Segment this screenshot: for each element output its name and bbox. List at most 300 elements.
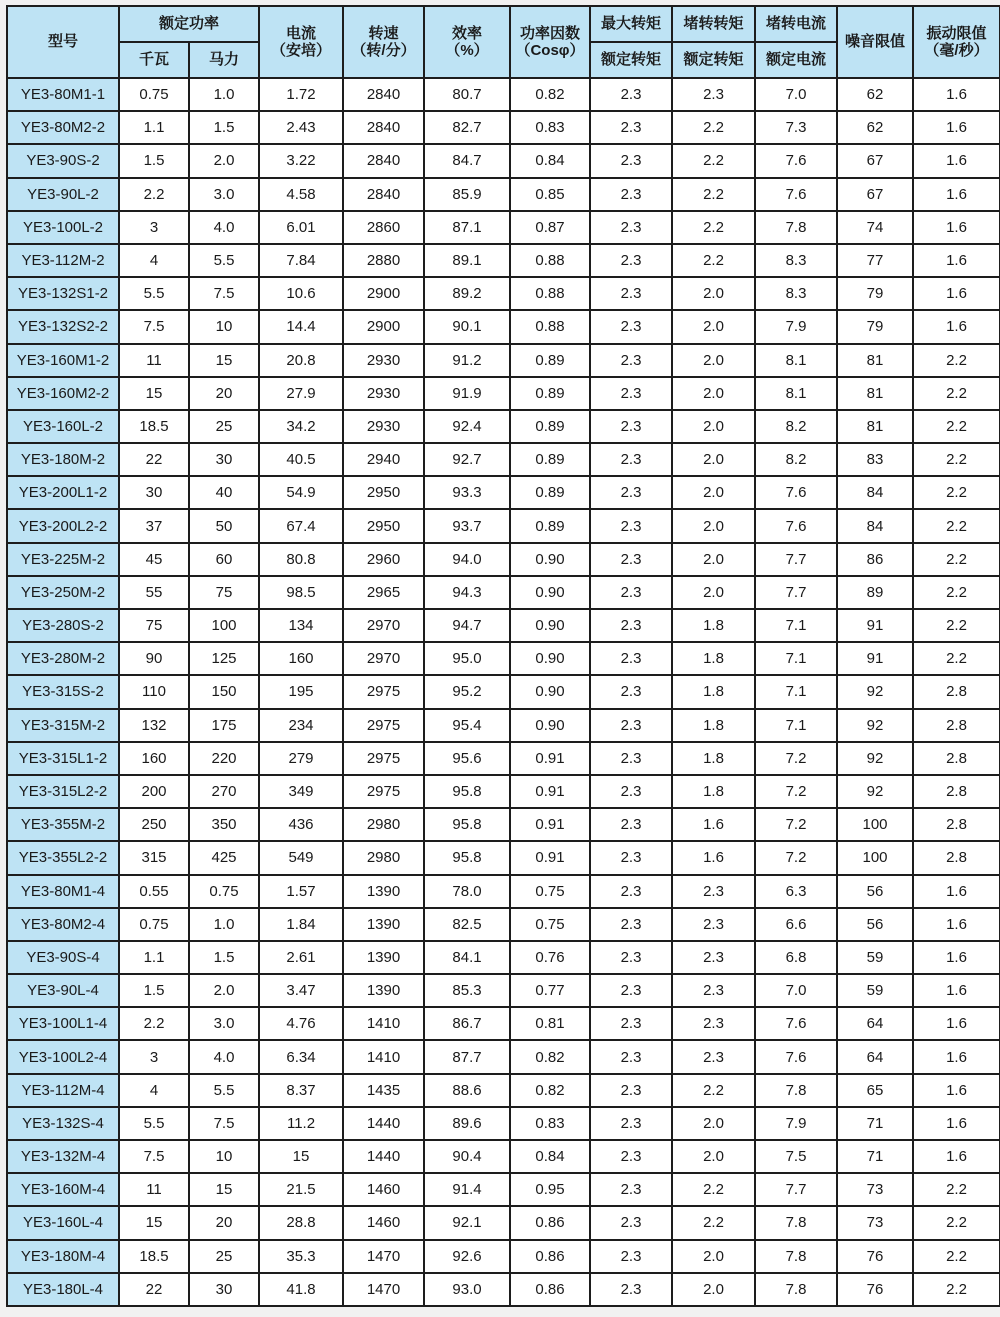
speed-cell: 1440 xyxy=(343,1107,424,1140)
hp-cell: 125 xyxy=(189,642,259,675)
max-torque-cell: 2.3 xyxy=(590,377,672,410)
noise-cell: 59 xyxy=(837,941,913,974)
current-cell: 4.58 xyxy=(259,178,343,211)
noise-cell: 92 xyxy=(837,742,913,775)
noise-cell: 83 xyxy=(837,443,913,476)
header-max-torque-numerator: 最大转矩 xyxy=(590,6,672,42)
kw-cell: 30 xyxy=(119,476,189,509)
kw-cell: 22 xyxy=(119,1273,189,1306)
table-row xyxy=(7,543,1000,576)
header-kw: 千瓦 xyxy=(119,42,189,78)
table-row xyxy=(7,1206,1000,1239)
efficiency-cell: 89.2 xyxy=(424,277,510,310)
table-row xyxy=(7,1240,1000,1273)
table-row xyxy=(7,675,1000,708)
power-factor-cell: 0.95 xyxy=(510,1173,590,1206)
locked-current-cell: 7.9 xyxy=(755,1107,837,1140)
max-torque-cell: 2.3 xyxy=(590,543,672,576)
noise-cell: 91 xyxy=(837,609,913,642)
noise-cell: 76 xyxy=(837,1240,913,1273)
current-cell: 27.9 xyxy=(259,377,343,410)
hp-cell: 1.5 xyxy=(189,941,259,974)
max-torque-cell: 2.3 xyxy=(590,808,672,841)
efficiency-cell: 91.9 xyxy=(424,377,510,410)
speed-cell: 2840 xyxy=(343,144,424,177)
model-cell: YE3-160M1-2 xyxy=(7,344,119,377)
noise-cell: 84 xyxy=(837,509,913,542)
locked-torque-cell: 2.0 xyxy=(672,344,755,377)
efficiency-cell: 90.4 xyxy=(424,1140,510,1173)
locked-current-cell: 7.8 xyxy=(755,211,837,244)
power-factor-cell: 0.86 xyxy=(510,1240,590,1273)
model-cell: YE3-225M-2 xyxy=(7,543,119,576)
current-cell: 28.8 xyxy=(259,1206,343,1239)
locked-torque-cell: 2.2 xyxy=(672,211,755,244)
max-torque-cell: 2.3 xyxy=(590,1206,672,1239)
max-torque-cell: 2.3 xyxy=(590,1240,672,1273)
locked-current-cell: 7.7 xyxy=(755,543,837,576)
model-cell: YE3-80M1-1 xyxy=(7,78,119,111)
kw-cell: 4 xyxy=(119,1074,189,1107)
kw-cell: 5.5 xyxy=(119,1107,189,1140)
efficiency-cell: 82.5 xyxy=(424,908,510,941)
power-factor-cell: 0.91 xyxy=(510,808,590,841)
table-row xyxy=(7,410,1000,443)
power-factor-cell: 0.89 xyxy=(510,377,590,410)
speed-cell: 1390 xyxy=(343,875,424,908)
hp-cell: 20 xyxy=(189,377,259,410)
efficiency-cell: 86.7 xyxy=(424,1007,510,1040)
speed-cell: 2980 xyxy=(343,841,424,874)
model-cell: YE3-160L-2 xyxy=(7,410,119,443)
efficiency-cell: 89.1 xyxy=(424,244,510,277)
locked-current-cell: 8.2 xyxy=(755,443,837,476)
efficiency-cell: 92.7 xyxy=(424,443,510,476)
current-cell: 234 xyxy=(259,709,343,742)
table-row xyxy=(7,476,1000,509)
locked-current-cell: 7.3 xyxy=(755,111,837,144)
speed-cell: 1440 xyxy=(343,1140,424,1173)
table-row xyxy=(7,178,1000,211)
table-row xyxy=(7,941,1000,974)
vibration-cell: 1.6 xyxy=(913,144,1000,177)
power-factor-cell: 0.84 xyxy=(510,1140,590,1173)
vibration-cell: 1.6 xyxy=(913,78,1000,111)
table-row xyxy=(7,509,1000,542)
power-factor-cell: 0.89 xyxy=(510,443,590,476)
table-row xyxy=(7,111,1000,144)
locked-torque-cell: 2.0 xyxy=(672,310,755,343)
model-cell: YE3-200L1-2 xyxy=(7,476,119,509)
hp-cell: 4.0 xyxy=(189,1040,259,1073)
power-factor-cell: 0.91 xyxy=(510,775,590,808)
kw-cell: 90 xyxy=(119,642,189,675)
hp-cell: 0.75 xyxy=(189,875,259,908)
max-torque-cell: 2.3 xyxy=(590,709,672,742)
kw-cell: 160 xyxy=(119,742,189,775)
noise-cell: 56 xyxy=(837,908,913,941)
locked-current-cell: 7.6 xyxy=(755,178,837,211)
header-current xyxy=(259,6,343,78)
noise-cell: 65 xyxy=(837,1074,913,1107)
speed-cell: 2900 xyxy=(343,277,424,310)
current-cell: 20.8 xyxy=(259,344,343,377)
max-torque-cell: 2.3 xyxy=(590,244,672,277)
model-cell: YE3-280S-2 xyxy=(7,609,119,642)
table-row xyxy=(7,775,1000,808)
header-hp: 马力 xyxy=(189,42,259,78)
noise-cell: 81 xyxy=(837,377,913,410)
table-row xyxy=(7,244,1000,277)
max-torque-cell: 2.3 xyxy=(590,1074,672,1107)
kw-cell: 7.5 xyxy=(119,310,189,343)
table-row xyxy=(7,443,1000,476)
table-row xyxy=(7,1074,1000,1107)
noise-cell: 67 xyxy=(837,178,913,211)
model-cell: YE3-160L-4 xyxy=(7,1206,119,1239)
model-cell: YE3-132S-4 xyxy=(7,1107,119,1140)
locked-torque-cell: 1.8 xyxy=(672,642,755,675)
max-torque-cell: 2.3 xyxy=(590,509,672,542)
locked-torque-cell: 2.0 xyxy=(672,1240,755,1273)
noise-cell: 84 xyxy=(837,476,913,509)
power-factor-cell: 0.88 xyxy=(510,244,590,277)
locked-current-cell: 7.6 xyxy=(755,476,837,509)
max-torque-cell: 2.3 xyxy=(590,941,672,974)
locked-torque-cell: 2.0 xyxy=(672,410,755,443)
locked-torque-cell: 2.2 xyxy=(672,1206,755,1239)
header-power-factor xyxy=(510,6,590,78)
speed-cell: 2975 xyxy=(343,675,424,708)
max-torque-cell: 2.3 xyxy=(590,974,672,1007)
power-factor-cell: 0.91 xyxy=(510,841,590,874)
locked-current-cell: 7.8 xyxy=(755,1074,837,1107)
header-vibration-line1: 振动限值 xyxy=(926,25,987,42)
locked-current-cell: 8.3 xyxy=(755,244,837,277)
current-cell: 2.43 xyxy=(259,111,343,144)
noise-cell: 64 xyxy=(837,1040,913,1073)
locked-torque-cell: 2.3 xyxy=(672,875,755,908)
kw-cell: 11 xyxy=(119,1173,189,1206)
current-cell: 279 xyxy=(259,742,343,775)
noise-cell: 86 xyxy=(837,543,913,576)
hp-cell: 350 xyxy=(189,808,259,841)
table-row xyxy=(7,841,1000,874)
speed-cell: 1460 xyxy=(343,1173,424,1206)
table-row xyxy=(7,875,1000,908)
power-factor-cell: 0.82 xyxy=(510,78,590,111)
table-row xyxy=(7,1107,1000,1140)
table-body xyxy=(7,78,1000,1306)
header-vibration-line2: （毫/秒） xyxy=(924,42,989,59)
speed-cell: 2975 xyxy=(343,742,424,775)
vibration-cell: 1.6 xyxy=(913,1107,1000,1140)
max-torque-cell: 2.3 xyxy=(590,178,672,211)
locked-current-cell: 8.3 xyxy=(755,277,837,310)
current-cell: 8.37 xyxy=(259,1074,343,1107)
max-torque-cell: 2.3 xyxy=(590,642,672,675)
power-factor-cell: 0.90 xyxy=(510,642,590,675)
vibration-cell: 2.2 xyxy=(913,609,1000,642)
power-factor-cell: 0.75 xyxy=(510,908,590,941)
locked-torque-cell: 1.8 xyxy=(672,775,755,808)
vibration-cell: 2.2 xyxy=(913,642,1000,675)
table-row xyxy=(7,144,1000,177)
vibration-cell: 2.8 xyxy=(913,775,1000,808)
locked-current-cell: 7.8 xyxy=(755,1206,837,1239)
header-efficiency-line2: （%） xyxy=(445,42,489,59)
model-cell: YE3-80M2-4 xyxy=(7,908,119,941)
locked-current-cell: 7.2 xyxy=(755,775,837,808)
model-cell: YE3-315M-2 xyxy=(7,709,119,742)
hp-cell: 2.0 xyxy=(189,974,259,1007)
locked-current-cell: 7.1 xyxy=(755,709,837,742)
table-header xyxy=(7,6,1000,78)
table-row xyxy=(7,1273,1000,1306)
current-cell: 40.5 xyxy=(259,443,343,476)
max-torque-cell: 2.3 xyxy=(590,310,672,343)
kw-cell: 11 xyxy=(119,344,189,377)
kw-cell: 200 xyxy=(119,775,189,808)
vibration-cell: 1.6 xyxy=(913,1074,1000,1107)
vibration-cell: 1.6 xyxy=(913,875,1000,908)
header-locked-torque-numerator: 堵转转矩 xyxy=(672,6,755,42)
power-factor-cell: 0.90 xyxy=(510,709,590,742)
locked-current-cell: 7.6 xyxy=(755,1007,837,1040)
current-cell: 14.4 xyxy=(259,310,343,343)
locked-torque-cell: 2.0 xyxy=(672,509,755,542)
power-factor-cell: 0.90 xyxy=(510,576,590,609)
noise-cell: 76 xyxy=(837,1273,913,1306)
hp-cell: 20 xyxy=(189,1206,259,1239)
max-torque-cell: 2.3 xyxy=(590,111,672,144)
locked-torque-cell: 2.3 xyxy=(672,908,755,941)
header-efficiency-line1: 效率 xyxy=(452,25,483,42)
model-cell: YE3-132S1-2 xyxy=(7,277,119,310)
table-row xyxy=(7,1040,1000,1073)
current-cell: 35.3 xyxy=(259,1240,343,1273)
locked-current-cell: 6.6 xyxy=(755,908,837,941)
noise-cell: 62 xyxy=(837,111,913,144)
locked-torque-cell: 2.3 xyxy=(672,1040,755,1073)
hp-cell: 7.5 xyxy=(189,277,259,310)
kw-cell: 1.5 xyxy=(119,144,189,177)
locked-current-cell: 7.0 xyxy=(755,78,837,111)
power-factor-cell: 0.76 xyxy=(510,941,590,974)
header-noise-limit: 噪音限值 xyxy=(837,6,913,78)
vibration-cell: 2.2 xyxy=(913,1273,1000,1306)
noise-cell: 89 xyxy=(837,576,913,609)
hp-cell: 60 xyxy=(189,543,259,576)
model-cell: YE3-100L2-4 xyxy=(7,1040,119,1073)
current-cell: 11.2 xyxy=(259,1107,343,1140)
model-cell: YE3-90S-4 xyxy=(7,941,119,974)
current-cell: 195 xyxy=(259,675,343,708)
noise-cell: 71 xyxy=(837,1140,913,1173)
locked-current-cell: 6.3 xyxy=(755,875,837,908)
power-factor-cell: 0.86 xyxy=(510,1206,590,1239)
speed-cell: 2860 xyxy=(343,211,424,244)
max-torque-cell: 2.3 xyxy=(590,1007,672,1040)
header-vibration-limit xyxy=(913,6,1000,78)
hp-cell: 10 xyxy=(189,1140,259,1173)
model-cell: YE3-200L2-2 xyxy=(7,509,119,542)
efficiency-cell: 95.8 xyxy=(424,841,510,874)
header-locked-torque-denominator: 额定转矩 xyxy=(672,42,755,78)
locked-torque-cell: 2.0 xyxy=(672,377,755,410)
efficiency-cell: 92.6 xyxy=(424,1240,510,1273)
hp-cell: 15 xyxy=(189,344,259,377)
speed-cell: 2980 xyxy=(343,808,424,841)
noise-cell: 100 xyxy=(837,808,913,841)
current-cell: 10.6 xyxy=(259,277,343,310)
model-cell: YE3-160M2-2 xyxy=(7,377,119,410)
locked-current-cell: 7.6 xyxy=(755,1040,837,1073)
current-cell: 436 xyxy=(259,808,343,841)
vibration-cell: 2.2 xyxy=(913,410,1000,443)
kw-cell: 15 xyxy=(119,1206,189,1239)
vibration-cell: 1.6 xyxy=(913,277,1000,310)
hp-cell: 5.5 xyxy=(189,1074,259,1107)
vibration-cell: 1.6 xyxy=(913,908,1000,941)
speed-cell: 1435 xyxy=(343,1074,424,1107)
vibration-cell: 2.2 xyxy=(913,543,1000,576)
kw-cell: 315 xyxy=(119,841,189,874)
locked-current-cell: 7.9 xyxy=(755,310,837,343)
kw-cell: 55 xyxy=(119,576,189,609)
model-cell: YE3-90L-2 xyxy=(7,178,119,211)
kw-cell: 45 xyxy=(119,543,189,576)
current-cell: 7.84 xyxy=(259,244,343,277)
efficiency-cell: 84.7 xyxy=(424,144,510,177)
power-factor-cell: 0.89 xyxy=(510,509,590,542)
hp-cell: 40 xyxy=(189,476,259,509)
header-speed-line2: （转/分） xyxy=(351,42,416,59)
table-row xyxy=(7,576,1000,609)
vibration-cell: 1.6 xyxy=(913,310,1000,343)
noise-cell: 67 xyxy=(837,144,913,177)
kw-cell: 15 xyxy=(119,377,189,410)
speed-cell: 1390 xyxy=(343,941,424,974)
header-row-top xyxy=(7,6,1000,42)
hp-cell: 1.5 xyxy=(189,111,259,144)
vibration-cell: 1.6 xyxy=(913,1040,1000,1073)
hp-cell: 425 xyxy=(189,841,259,874)
model-cell: YE3-100L-2 xyxy=(7,211,119,244)
locked-torque-cell: 2.2 xyxy=(672,1074,755,1107)
speed-cell: 2975 xyxy=(343,709,424,742)
power-factor-cell: 0.83 xyxy=(510,111,590,144)
noise-cell: 91 xyxy=(837,642,913,675)
current-cell: 54.9 xyxy=(259,476,343,509)
motor-spec-table xyxy=(6,5,1000,1307)
table-row xyxy=(7,78,1000,111)
efficiency-cell: 95.8 xyxy=(424,808,510,841)
noise-cell: 73 xyxy=(837,1206,913,1239)
vibration-cell: 1.6 xyxy=(913,111,1000,144)
header-speed-line1: 转速 xyxy=(368,25,399,42)
table-row xyxy=(7,709,1000,742)
power-factor-cell: 0.77 xyxy=(510,974,590,1007)
locked-current-cell: 8.1 xyxy=(755,377,837,410)
max-torque-cell: 2.3 xyxy=(590,1107,672,1140)
locked-current-cell: 7.5 xyxy=(755,1140,837,1173)
model-cell: YE3-80M2-2 xyxy=(7,111,119,144)
model-cell: YE3-160M-4 xyxy=(7,1173,119,1206)
header-current-line2: （安培） xyxy=(271,42,332,59)
noise-cell: 92 xyxy=(837,775,913,808)
locked-torque-cell: 2.0 xyxy=(672,476,755,509)
locked-current-cell: 7.6 xyxy=(755,509,837,542)
locked-current-cell: 7.7 xyxy=(755,1173,837,1206)
max-torque-cell: 2.3 xyxy=(590,476,672,509)
table-row xyxy=(7,808,1000,841)
vibration-cell: 2.2 xyxy=(913,1173,1000,1206)
power-factor-cell: 0.81 xyxy=(510,1007,590,1040)
locked-current-cell: 8.2 xyxy=(755,410,837,443)
locked-torque-cell: 2.0 xyxy=(672,576,755,609)
locked-torque-cell: 2.3 xyxy=(672,974,755,1007)
vibration-cell: 2.2 xyxy=(913,377,1000,410)
current-cell: 3.47 xyxy=(259,974,343,1007)
speed-cell: 2930 xyxy=(343,344,424,377)
header-speed xyxy=(343,6,424,78)
efficiency-cell: 85.3 xyxy=(424,974,510,1007)
power-factor-cell: 0.84 xyxy=(510,144,590,177)
current-cell: 4.76 xyxy=(259,1007,343,1040)
speed-cell: 2950 xyxy=(343,509,424,542)
current-cell: 80.8 xyxy=(259,543,343,576)
locked-torque-cell: 1.8 xyxy=(672,675,755,708)
locked-torque-cell: 2.3 xyxy=(672,1007,755,1040)
efficiency-cell: 93.7 xyxy=(424,509,510,542)
header-power-factor-line1: 功率因数 xyxy=(520,25,581,42)
kw-cell: 2.2 xyxy=(119,178,189,211)
max-torque-cell: 2.3 xyxy=(590,742,672,775)
max-torque-cell: 2.3 xyxy=(590,1140,672,1173)
kw-cell: 1.1 xyxy=(119,941,189,974)
hp-cell: 175 xyxy=(189,709,259,742)
efficiency-cell: 78.0 xyxy=(424,875,510,908)
model-cell: YE3-90S-2 xyxy=(7,144,119,177)
hp-cell: 25 xyxy=(189,1240,259,1273)
locked-current-cell: 7.0 xyxy=(755,974,837,1007)
model-cell: YE3-132S2-2 xyxy=(7,310,119,343)
locked-current-cell: 7.1 xyxy=(755,609,837,642)
header-power-factor-line2: （Cosφ） xyxy=(515,42,585,59)
max-torque-cell: 2.3 xyxy=(590,1040,672,1073)
efficiency-cell: 87.7 xyxy=(424,1040,510,1073)
max-torque-cell: 2.3 xyxy=(590,144,672,177)
speed-cell: 2970 xyxy=(343,609,424,642)
noise-cell: 100 xyxy=(837,841,913,874)
current-cell: 134 xyxy=(259,609,343,642)
efficiency-cell: 89.6 xyxy=(424,1107,510,1140)
vibration-cell: 2.8 xyxy=(913,675,1000,708)
power-factor-cell: 0.75 xyxy=(510,875,590,908)
speed-cell: 2900 xyxy=(343,310,424,343)
hp-cell: 3.0 xyxy=(189,178,259,211)
locked-torque-cell: 2.0 xyxy=(672,277,755,310)
speed-cell: 1470 xyxy=(343,1240,424,1273)
power-factor-cell: 0.82 xyxy=(510,1040,590,1073)
speed-cell: 1410 xyxy=(343,1040,424,1073)
speed-cell: 2965 xyxy=(343,576,424,609)
current-cell: 549 xyxy=(259,841,343,874)
kw-cell: 1.1 xyxy=(119,111,189,144)
header-rated-power: 额定功率 xyxy=(119,6,259,42)
hp-cell: 2.0 xyxy=(189,144,259,177)
